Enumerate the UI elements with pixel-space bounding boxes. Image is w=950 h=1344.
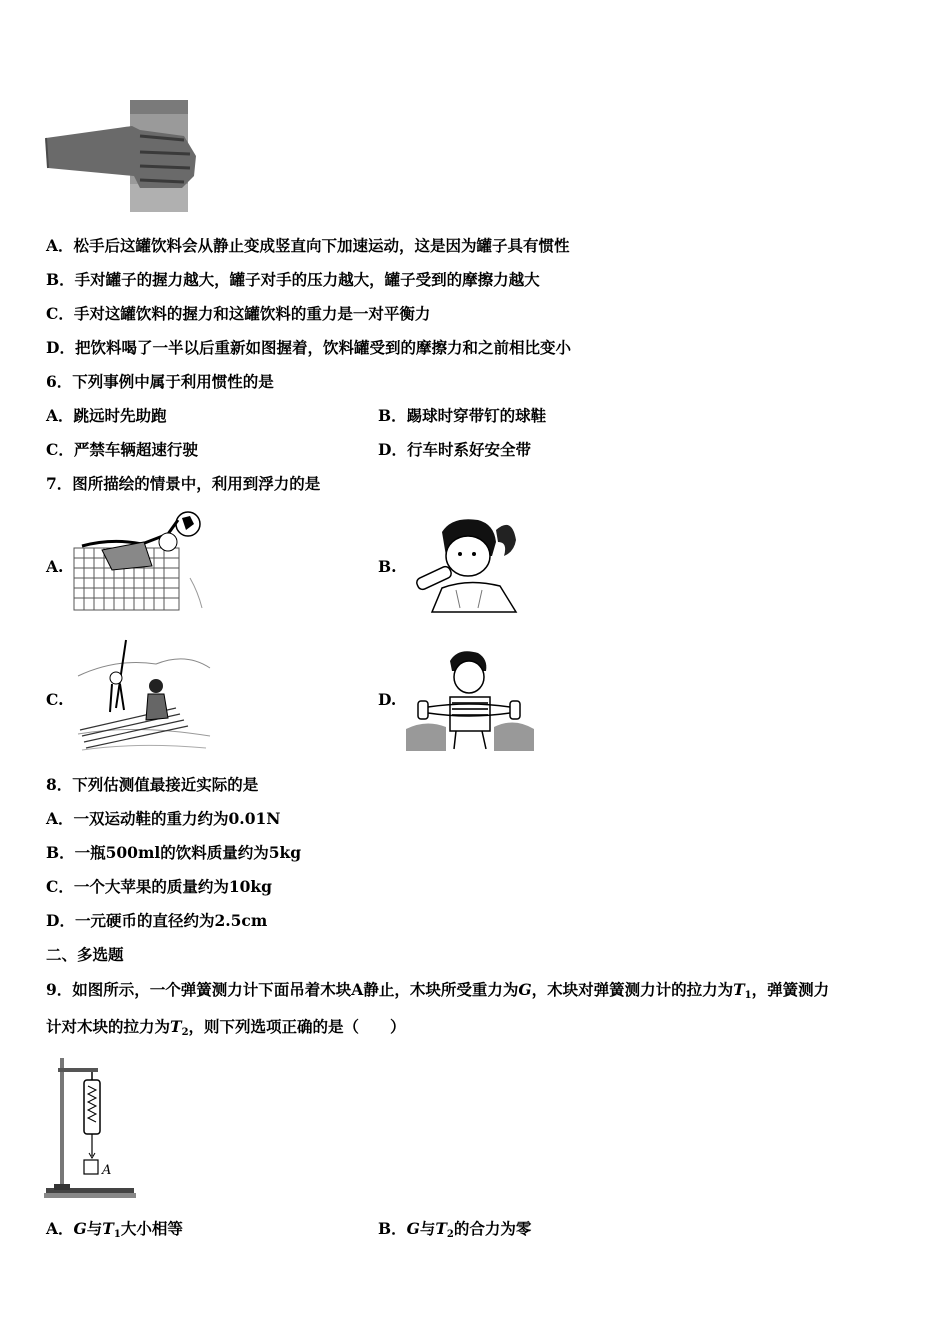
q6-option-d: D．行车时系好安全带 — [378, 440, 531, 459]
q7-stem: 7．图所描绘的情景中，利用到浮力的是 — [46, 474, 321, 493]
block-a-label: A — [102, 1163, 112, 1178]
q9-stem-line2: 计对木块的拉力为$T_2$，则下列选项正确的是（ ） — [46, 1017, 406, 1038]
spring-scale-stand-figure — [44, 1056, 140, 1204]
q8-option-b: B．一瓶500ml的饮料质量约为5kg — [46, 843, 302, 862]
q5-option-d: D．把饮料喝了一半以后重新如图握着，饮料罐受到的摩擦力和之前相比变小 — [46, 338, 571, 357]
q7-option-d-label: D. — [378, 690, 397, 709]
q6-option-c: C．严禁车辆超速行驶 — [46, 440, 198, 459]
q9-option-b: B．G与$T_2$的合力为零 — [378, 1219, 532, 1240]
bamboo-raft-figure — [76, 638, 212, 752]
q9-stem-line1: 9．如图所示，一个弹簧测力计下面吊着木块A静止，木块所受重力为G，木块对弹簧测力计的拉力为$T_1$，弹簧测力 — [46, 980, 830, 1001]
q8-option-a: A．一双运动鞋的重力约为0.01N — [46, 809, 281, 828]
q6-stem: 6．下列事例中属于利用惯性的是 — [46, 372, 274, 391]
hand-holding-can-figure — [44, 96, 204, 216]
q7-option-c-label: C. — [46, 690, 64, 709]
goalkeeper-figure — [72, 508, 212, 612]
q7-option-b-label: B. — [378, 557, 397, 576]
q8-option-c: C．一个大苹果的质量约为10kg — [46, 877, 272, 896]
q9-option-a: A．G与$T_1$大小相等 — [46, 1219, 183, 1240]
girl-drinking-figure — [412, 512, 522, 614]
q8-stem: 8．下列估测值最接近实际的是 — [46, 775, 259, 794]
q5-option-a: A．松手后这罐饮料会从静止变成竖直向下加速运动，这是因为罐子具有惯性 — [46, 236, 570, 255]
q8-option-d: D．一元硬币的直径约为2.5cm — [46, 911, 268, 930]
q5-option-b: B．手对罐子的握力越大，罐子对手的压力越大，罐子受到的摩擦力越大 — [46, 270, 540, 289]
q7-option-a-label: A. — [46, 557, 64, 576]
q6-option-b: B．踢球时穿带钉的球鞋 — [378, 406, 547, 425]
section-heading-multiple-choice: 二、多选题 — [46, 945, 124, 964]
q5-option-c: C．手对这罐饮料的握力和这罐饮料的重力是一对平衡力 — [46, 304, 431, 323]
chest-expander-figure — [406, 645, 534, 751]
q6-option-a: A．跳远时先助跑 — [46, 406, 167, 425]
